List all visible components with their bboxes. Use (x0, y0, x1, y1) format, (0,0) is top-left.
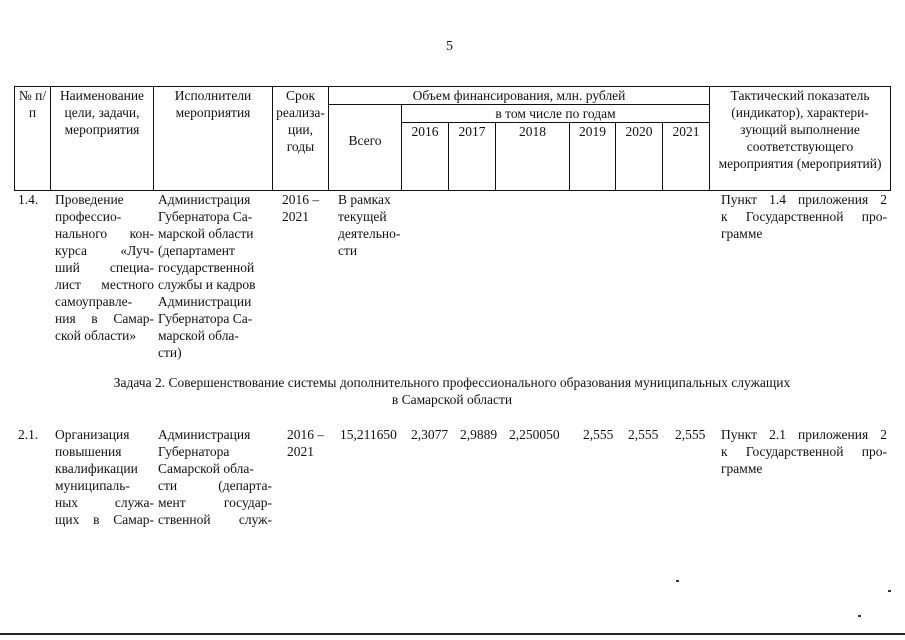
task-heading-line: Задача 2. Совершенствование системы дополнительного профессионального образования муниципальных служащих (113, 375, 791, 390)
header-executors: Исполнители мероприятия (154, 87, 273, 191)
row-total (338, 191, 410, 259)
header-by-years: в том числе по годам (402, 105, 710, 123)
task-heading (14, 374, 890, 408)
row-term-line: 2021 (287, 444, 314, 459)
row-indicator (721, 426, 887, 477)
row-executors-line: Самарской обла- (158, 461, 254, 476)
scan-speck (858, 615, 861, 617)
row-executors-line: Администрации (158, 294, 252, 309)
row-name-line: щих в Самар- (55, 512, 154, 527)
row-name-line: ных служа- (55, 495, 154, 510)
header-num: № п/п (15, 87, 51, 191)
header-financing: Объем финансирования, млн. рублей (329, 87, 710, 105)
row-term-line: 2021 (282, 209, 309, 224)
row-indicator-line: к Государственной про- (721, 209, 887, 224)
task-heading-line: в Самарской области (391, 392, 513, 407)
row-name-line: курса «Луч- (55, 243, 154, 258)
header-year: 2017 (449, 123, 496, 191)
row-executors-line: ственной служ- (158, 512, 272, 527)
row-executors-line: мент государ- (158, 495, 272, 510)
row-executors (158, 426, 272, 528)
row-total-line: сти (338, 243, 358, 258)
row-name-line: самоуправле- (55, 294, 133, 309)
row-executors-line: марской обла- (158, 328, 239, 343)
scan-speck (888, 590, 891, 592)
row-executors-line: Губернатора Са- (158, 311, 253, 326)
header-year: 2021 (663, 123, 710, 191)
row-year-value: 2,9889 (460, 427, 498, 442)
header-year: 2018 (496, 123, 570, 191)
page-number: 5 (446, 39, 453, 54)
row-term (287, 426, 337, 460)
row-total-line: текущей (338, 209, 387, 224)
row-indicator (721, 191, 887, 242)
row-executors-line: государственной (158, 260, 255, 275)
row-indicator-line: грамме (721, 461, 763, 476)
row-year-value: 2,555 (628, 427, 659, 442)
row-executors-line: (департамент (158, 243, 235, 258)
row-number: 1.4. (18, 192, 39, 207)
row-year-value: 2,250050 (509, 427, 560, 442)
row-executors (158, 191, 276, 361)
row-total-line: В рамках (338, 192, 391, 207)
row-term-line: 2016 – (287, 427, 325, 442)
row-term (282, 191, 334, 225)
row-executors-line: Администрация (158, 427, 251, 442)
row-executors-line: сти (департа- (158, 478, 272, 493)
row-executors-line: сти) (158, 345, 182, 360)
row-name-line: квалификации (55, 461, 138, 476)
row-total-line: деятельно- (338, 226, 401, 241)
row-name-line: профессио- (55, 209, 122, 224)
row-executors-line: Губернатора Са- (158, 209, 253, 224)
row-name-line: муниципаль- (55, 478, 130, 493)
row-year-value: 2,555 (675, 427, 706, 442)
header-name: Наименование цели, задачи, мероприятия (51, 87, 154, 191)
row-name-line: Организация (55, 427, 130, 442)
row-name-line: Проведение (55, 192, 124, 207)
row-year-value: 2,3077 (411, 427, 449, 442)
row-year-value: 2,555 (583, 427, 614, 442)
row-executors-line: Губернатора (158, 444, 230, 459)
row-indicator-line: грамме (721, 226, 763, 241)
header-year: 2016 (402, 123, 449, 191)
header-total-label: Всего (348, 133, 382, 148)
row-indicator-line: Пункт 2.1 приложения 2 (721, 427, 887, 442)
header-year: 2019 (570, 123, 616, 191)
table-header (14, 86, 891, 191)
row-executors-line: марской области (158, 226, 254, 241)
row-name-line: ской области» (55, 328, 137, 343)
row-name (55, 426, 154, 528)
row-name (55, 191, 154, 344)
row-number: 2.1. (18, 427, 39, 442)
row-name-line: повышения (55, 444, 122, 459)
page-bottom-rule (0, 633, 905, 635)
header-total (329, 105, 402, 191)
row-name-line: ший специа- (55, 260, 154, 275)
header-year: 2020 (616, 123, 663, 191)
row-name-line: ния в Самар- (55, 311, 154, 326)
row-indicator-line: Пункт 1.4 приложения 2 (721, 192, 887, 207)
row-term-line: 2016 – (282, 192, 320, 207)
header-indicator: Тактический показатель (индикатор), характери-зующий выполнение соответствующего мероприятия (мероприятий) (710, 87, 891, 191)
row-name-line: лист местного (55, 277, 154, 292)
header-term: Срок реализа-ции, годы (273, 87, 329, 191)
row-indicator-line: к Государственной про- (721, 444, 887, 459)
row-executors-line: службы и кадров (158, 277, 256, 292)
scan-speck (676, 580, 679, 582)
row-executors-line: Администрация (158, 192, 251, 207)
row-total-value: 15,211650 (340, 427, 397, 442)
row-name-line: нального кон- (55, 226, 154, 241)
